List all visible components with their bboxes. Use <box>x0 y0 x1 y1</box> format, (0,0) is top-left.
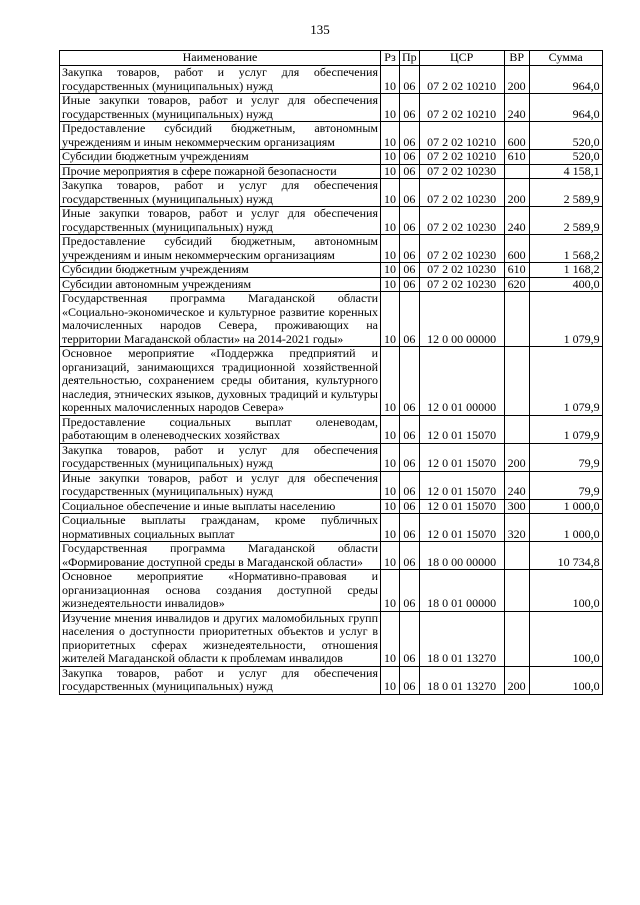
header-pr: Пр <box>400 51 420 66</box>
cell-csr: 12 0 01 15070 <box>419 514 504 542</box>
cell-vr: 200 <box>504 443 529 471</box>
cell-pr: 06 <box>400 150 420 165</box>
cell-name: Социальные выплаты гражданам, кроме публичных нормативных социальных выплат <box>60 514 381 542</box>
cell-rz: 10 <box>381 570 400 612</box>
cell-sum: 2 589,9 <box>529 179 602 207</box>
cell-vr <box>504 164 529 179</box>
cell-name: Закупка товаров, работ и услуг для обеспечения государственных (муниципальных) нужд <box>60 66 381 94</box>
cell-pr: 06 <box>400 277 420 292</box>
cell-pr: 06 <box>400 542 420 570</box>
cell-csr: 12 0 01 15070 <box>419 443 504 471</box>
table-row <box>60 570 603 612</box>
cell-csr: 07 2 02 10230 <box>419 263 504 278</box>
cell-pr: 06 <box>400 164 420 179</box>
cell-rz: 10 <box>381 514 400 542</box>
table-row <box>60 443 603 471</box>
cell-sum: 520,0 <box>529 150 602 165</box>
cell-vr: 200 <box>504 666 529 694</box>
table-body <box>60 66 603 695</box>
cell-sum: 79,9 <box>529 471 602 499</box>
cell-rz: 10 <box>381 150 400 165</box>
cell-vr: 200 <box>504 66 529 94</box>
cell-rz: 10 <box>381 542 400 570</box>
cell-pr: 06 <box>400 66 420 94</box>
cell-name: Основное мероприятие «Нормативно-правовая и организационная основа создания доступной среды жизнедеятельности инвалидов» <box>60 570 381 612</box>
cell-name: Прочие мероприятия в сфере пожарной безопасности <box>60 164 381 179</box>
cell-csr: 07 2 02 10210 <box>419 66 504 94</box>
cell-name: Предоставление социальных выплат оленеводам, работающим в оленеводческих хозяйствах <box>60 415 381 443</box>
cell-rz: 10 <box>381 499 400 514</box>
cell-vr <box>504 542 529 570</box>
cell-csr: 07 2 02 10230 <box>419 179 504 207</box>
cell-name: Субсидии бюджетным учреждениям <box>60 150 381 165</box>
cell-csr: 07 2 02 10210 <box>419 122 504 150</box>
cell-rz: 10 <box>381 415 400 443</box>
cell-vr: 620 <box>504 277 529 292</box>
table-row <box>60 150 603 165</box>
table-row <box>60 263 603 278</box>
cell-csr: 18 0 01 13270 <box>419 666 504 694</box>
header-rz: Рз <box>381 51 400 66</box>
cell-sum: 1 079,9 <box>529 292 602 347</box>
cell-sum: 10 734,8 <box>529 542 602 570</box>
cell-vr <box>504 570 529 612</box>
cell-pr: 06 <box>400 471 420 499</box>
table-row <box>60 277 603 292</box>
table-row <box>60 666 603 694</box>
cell-pr: 06 <box>400 514 420 542</box>
cell-name: Закупка товаров, работ и услуг для обеспечения государственных (муниципальных) нужд <box>60 443 381 471</box>
cell-sum: 1 079,9 <box>529 347 602 416</box>
table-row <box>60 94 603 122</box>
cell-rz: 10 <box>381 235 400 263</box>
cell-pr: 06 <box>400 611 420 666</box>
table-row <box>60 292 603 347</box>
page-number: 135 <box>310 22 330 37</box>
cell-name: Государственная программа Магаданской области «Формирование доступной среды в Магаданской области» <box>60 542 381 570</box>
header-name: Наименование <box>60 51 381 66</box>
cell-csr: 07 2 02 10230 <box>419 207 504 235</box>
table-row <box>60 66 603 94</box>
cell-pr: 06 <box>400 292 420 347</box>
table-row <box>60 235 603 263</box>
cell-rz: 10 <box>381 347 400 416</box>
cell-csr: 12 0 01 15070 <box>419 415 504 443</box>
cell-sum: 1 568,2 <box>529 235 602 263</box>
cell-rz: 10 <box>381 164 400 179</box>
cell-pr: 06 <box>400 263 420 278</box>
cell-csr: 12 0 01 00000 <box>419 347 504 416</box>
cell-name: Предоставление субсидий бюджетным, автономным учреждениям и иным некоммерческим организациям <box>60 122 381 150</box>
cell-pr: 06 <box>400 179 420 207</box>
cell-csr: 07 2 02 10210 <box>419 94 504 122</box>
table-row <box>60 207 603 235</box>
cell-pr: 06 <box>400 235 420 263</box>
table-row <box>60 122 603 150</box>
cell-name: Иные закупки товаров, работ и услуг для обеспечения государственных (муниципальных) нужд <box>60 94 381 122</box>
cell-name: Закупка товаров, работ и услуг для обеспечения государственных (муниципальных) нужд <box>60 179 381 207</box>
cell-vr: 610 <box>504 150 529 165</box>
cell-vr <box>504 347 529 416</box>
cell-csr: 18 0 01 00000 <box>419 570 504 612</box>
cell-name: Социальное обеспечение и иные выплаты населению <box>60 499 381 514</box>
cell-sum: 964,0 <box>529 66 602 94</box>
cell-csr: 07 2 02 10210 <box>419 150 504 165</box>
cell-pr: 06 <box>400 122 420 150</box>
cell-pr: 06 <box>400 94 420 122</box>
table-header-row <box>60 51 603 66</box>
cell-sum: 4 158,1 <box>529 164 602 179</box>
cell-vr: 320 <box>504 514 529 542</box>
cell-name: Закупка товаров, работ и услуг для обеспечения государственных (муниципальных) нужд <box>60 666 381 694</box>
cell-sum: 79,9 <box>529 443 602 471</box>
cell-pr: 06 <box>400 415 420 443</box>
cell-sum: 400,0 <box>529 277 602 292</box>
cell-csr: 18 0 00 00000 <box>419 542 504 570</box>
cell-sum: 2 589,9 <box>529 207 602 235</box>
cell-sum: 1 079,9 <box>529 415 602 443</box>
cell-name: Основное мероприятие «Поддержка предприятий и организаций, занимающихся традиционной хозяйственной деятельностью, сохранением среды обитания, культурного наследия, этнических языков, духовных традиций и культуры коренных малочисленных народов Севера» <box>60 347 381 416</box>
table-row <box>60 542 603 570</box>
cell-rz: 10 <box>381 471 400 499</box>
cell-pr: 06 <box>400 207 420 235</box>
cell-sum: 1 000,0 <box>529 499 602 514</box>
cell-rz: 10 <box>381 179 400 207</box>
cell-rz: 10 <box>381 443 400 471</box>
header-sum: Сумма <box>529 51 602 66</box>
cell-rz: 10 <box>381 277 400 292</box>
cell-vr <box>504 611 529 666</box>
cell-name: Государственная программа Магаданской области «Социально-экономическое и культурное развитие коренных малочисленных народов Севера, проживающих на территории Магаданской области» на 2014-2021 годы» <box>60 292 381 347</box>
cell-csr: 18 0 01 13270 <box>419 611 504 666</box>
cell-vr <box>504 415 529 443</box>
cell-pr: 06 <box>400 666 420 694</box>
cell-csr: 07 2 02 10230 <box>419 164 504 179</box>
table-row <box>60 347 603 416</box>
cell-csr: 12 0 01 15070 <box>419 471 504 499</box>
cell-rz: 10 <box>381 94 400 122</box>
cell-name: Предоставление субсидий бюджетным, автономным учреждениям и иным некоммерческим организациям <box>60 235 381 263</box>
cell-pr: 06 <box>400 499 420 514</box>
cell-rz: 10 <box>381 122 400 150</box>
cell-vr: 300 <box>504 499 529 514</box>
cell-vr: 240 <box>504 207 529 235</box>
cell-sum: 100,0 <box>529 570 602 612</box>
header-csr: ЦСР <box>419 51 504 66</box>
cell-rz: 10 <box>381 292 400 347</box>
cell-sum: 100,0 <box>529 666 602 694</box>
cell-csr: 07 2 02 10230 <box>419 277 504 292</box>
cell-rz: 10 <box>381 666 400 694</box>
cell-vr: 600 <box>504 122 529 150</box>
table-row <box>60 164 603 179</box>
cell-csr: 12 0 01 15070 <box>419 499 504 514</box>
table-row <box>60 471 603 499</box>
table-row <box>60 179 603 207</box>
cell-name: Изучение мнения инвалидов и других маломобильных групп населения о доступности приоритетных объектов и услуг в приоритетных сферах жизнедеятельности, отношения жителей Магаданской области к проблемам инвалидов <box>60 611 381 666</box>
cell-vr: 200 <box>504 179 529 207</box>
cell-rz: 10 <box>381 66 400 94</box>
cell-rz: 10 <box>381 263 400 278</box>
table-row <box>60 499 603 514</box>
cell-pr: 06 <box>400 347 420 416</box>
budget-table <box>59 50 603 695</box>
cell-sum: 520,0 <box>529 122 602 150</box>
cell-name: Иные закупки товаров, работ и услуг для обеспечения государственных (муниципальных) нужд <box>60 471 381 499</box>
cell-rz: 10 <box>381 207 400 235</box>
cell-pr: 06 <box>400 570 420 612</box>
cell-vr: 610 <box>504 263 529 278</box>
cell-rz: 10 <box>381 611 400 666</box>
cell-sum: 100,0 <box>529 611 602 666</box>
cell-vr: 240 <box>504 94 529 122</box>
cell-csr: 07 2 02 10230 <box>419 235 504 263</box>
cell-csr: 12 0 00 00000 <box>419 292 504 347</box>
header-vr: ВР <box>504 51 529 66</box>
cell-sum: 964,0 <box>529 94 602 122</box>
cell-pr: 06 <box>400 443 420 471</box>
cell-name: Иные закупки товаров, работ и услуг для обеспечения государственных (муниципальных) нужд <box>60 207 381 235</box>
cell-vr: 240 <box>504 471 529 499</box>
table-row <box>60 514 603 542</box>
table-row <box>60 415 603 443</box>
cell-vr <box>504 292 529 347</box>
cell-name: Субсидии бюджетным учреждениям <box>60 263 381 278</box>
cell-sum: 1 000,0 <box>529 514 602 542</box>
cell-vr: 600 <box>504 235 529 263</box>
cell-name: Субсидии автономным учреждениям <box>60 277 381 292</box>
table-row <box>60 611 603 666</box>
cell-sum: 1 168,2 <box>529 263 602 278</box>
